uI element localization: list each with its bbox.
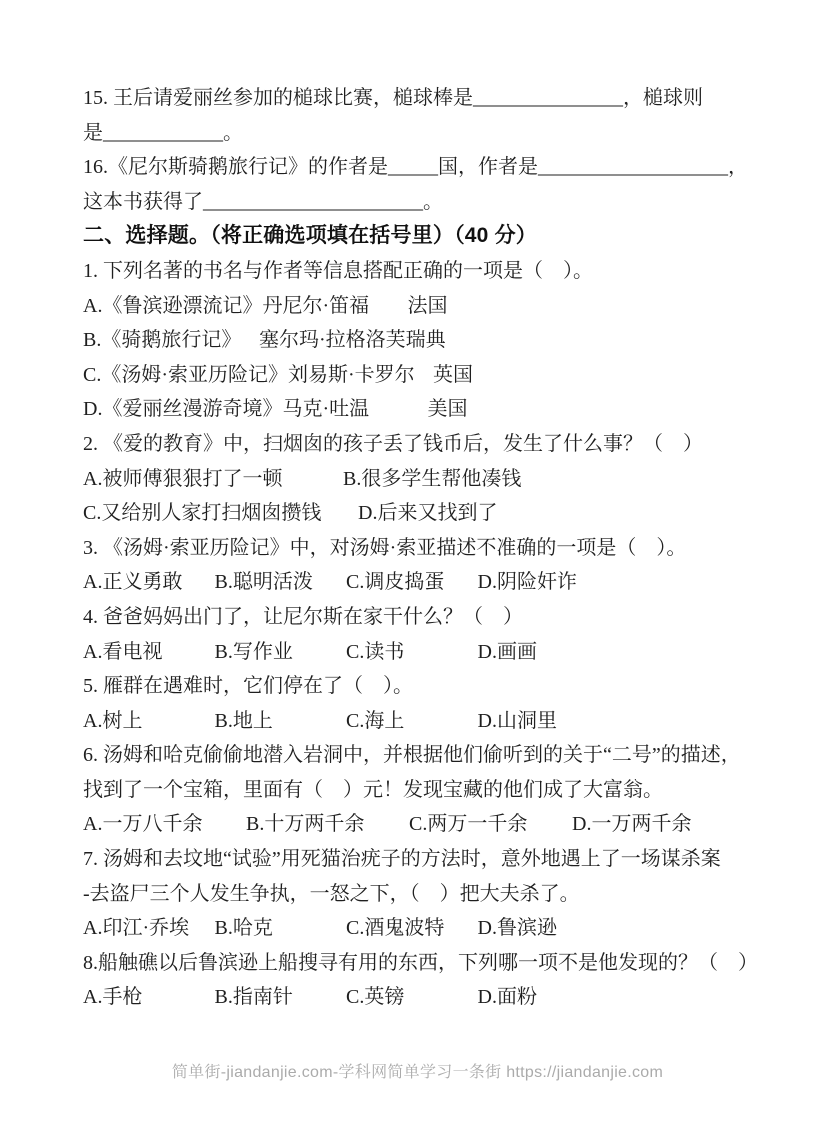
- q8-option-a: A.手枪: [83, 986, 143, 1009]
- q6-option-b: B.十万两千余: [246, 813, 365, 836]
- q2-option-c: C.又给别人家打扫烟囱攒钱: [83, 502, 322, 525]
- q5-option-d: D.山洞里: [477, 709, 557, 732]
- q1-option-d: [83, 392, 755, 427]
- q1-option-b: [83, 323, 755, 358]
- q4-option-a: A.看电视: [83, 640, 163, 663]
- q1-option-a-book: A.《鲁滨逊漂流记》: [83, 294, 263, 317]
- q1-option-b-country: 瑞典: [405, 329, 446, 352]
- q8-options-row: [83, 980, 755, 1015]
- q8-stem: 8.船触礁以后鲁滨逊上船搜寻有用的东西，下列哪一项不是他发现的？（ ）: [83, 951, 758, 974]
- q6-options-row: [83, 807, 755, 842]
- q3-stem: 3. 《汤姆·索亚历险记》中，对汤姆·索亚描述不准确的一项是（ ）。: [83, 536, 687, 559]
- q1-option-b-author: 塞尔玛·拉格洛芙: [259, 329, 406, 352]
- q7-stem-line-2: -去盗尸三个人发生争执，一怒之下，（ ）把大夫杀了。: [83, 882, 580, 905]
- q7-options-row: [83, 911, 755, 946]
- q1-option-a-author: 丹尼尔·笛福: [262, 294, 370, 317]
- q5-stem: 5. 雁群在遇难时，它们停在了（ ）。: [83, 675, 413, 698]
- q3-options-row: [83, 565, 755, 600]
- q2-options-row-2: [83, 496, 755, 531]
- q4-option-b: B.写作业: [214, 640, 293, 663]
- q1-option-a-country: 法国: [407, 294, 448, 317]
- q5-option-a: A.树上: [83, 709, 143, 732]
- q1-stem: 1. 下列名著的书名与作者等信息搭配正确的一项是（ ）。: [83, 259, 593, 282]
- q1-option-d-book: D.《爱丽丝漫游奇境》: [83, 398, 283, 421]
- q2-option-d: D.后来又找到了: [358, 502, 498, 525]
- q3-option-d: D.阴险奸诈: [477, 571, 577, 594]
- q8-option-c: C.英镑: [346, 986, 405, 1009]
- q4-options-row: [83, 635, 755, 670]
- q7-stem-line-1: 7. 汤姆和去坟地“试验”用死猫治疣子的方法时，意外地遇上了一场谋杀案: [83, 848, 721, 871]
- q8-option-b: B.指南针: [214, 986, 293, 1009]
- q1-option-c-author: 刘易斯·卡罗尔: [288, 363, 415, 386]
- q2-option-a: A.被师傅狠狠打了一顿: [83, 467, 283, 490]
- q3-option-b: B.聪明活泼: [214, 571, 313, 594]
- q4-option-d: D.画画: [477, 640, 537, 663]
- q6-stem-line-2: 找到了一个宝箱，里面有（ ）元！发现宝藏的他们成了大富翁。: [83, 778, 663, 801]
- q6-option-c: C.两万一千余: [409, 813, 528, 836]
- q15-line-2: 是____________。: [83, 121, 243, 144]
- q5-option-c: C.海上: [346, 709, 405, 732]
- q1-option-c-book: C.《汤姆·索亚历险记》: [83, 363, 288, 386]
- q2-option-b: B.很多学生帮他凑钱: [343, 467, 522, 490]
- q6-option-d: D.一万两千余: [572, 813, 692, 836]
- q6-stem-line-1: 6. 汤姆和哈克偷偷地潜入岩洞中，并根据他们偷听到的关于“二号”的描述，: [83, 744, 741, 767]
- q8-option-d: D.面粉: [477, 986, 537, 1009]
- q1-option-b-book: B.《骑鹅旅行记》: [83, 329, 242, 352]
- q4-option-c: C.读书: [346, 640, 405, 663]
- q1-option-c: [83, 358, 755, 393]
- q16-line-1: 16.《尼尔斯骑鹅旅行记》的作者是_____国，作者是___________________，: [83, 156, 748, 179]
- q3-option-c: C.调皮捣蛋: [346, 571, 445, 594]
- q7-option-c: C.酒鬼波特: [346, 917, 445, 940]
- q2-options-row-1: [83, 462, 755, 497]
- q6-option-a: A.一万八千余: [83, 813, 203, 836]
- q1-option-a: [83, 289, 755, 324]
- q4-stem: 4. 爸爸妈妈出门了，让尼尔斯在家干什么？（ ）: [83, 605, 523, 628]
- q5-option-b: B.地上: [214, 709, 273, 732]
- section-2-heading: 二、选择题。（将正确选项填在括号里）（40 分）: [83, 224, 537, 248]
- q7-option-d: D.鲁滨逊: [477, 917, 557, 940]
- q7-option-b: B.哈克: [214, 917, 273, 940]
- worksheet-content: [83, 81, 758, 1015]
- q5-options-row: [83, 704, 755, 739]
- q2-stem: 2. 《爱的教育》中，扫烟囱的孩子丢了钱币后，发生了什么事？（ ）: [83, 432, 703, 455]
- q3-option-a: A.正义勇敢: [83, 571, 183, 594]
- q15-line-1: 15. 王后请爱丽丝参加的槌球比赛，槌球棒是_______________，槌球则: [83, 87, 703, 109]
- q1-option-d-country: 美国: [427, 398, 468, 421]
- q16-line-2: 这本书获得了______________________。: [83, 190, 443, 213]
- q1-option-d-author: 马克·吐温: [282, 398, 370, 421]
- q7-option-a: A.印江·乔埃: [83, 917, 190, 940]
- watermark-footer: 简单街-jiandanjie.com-学科网简单学习一条街 https://jiandanjie.com: [171, 1064, 664, 1081]
- q1-option-c-country: 英国: [433, 363, 473, 386]
